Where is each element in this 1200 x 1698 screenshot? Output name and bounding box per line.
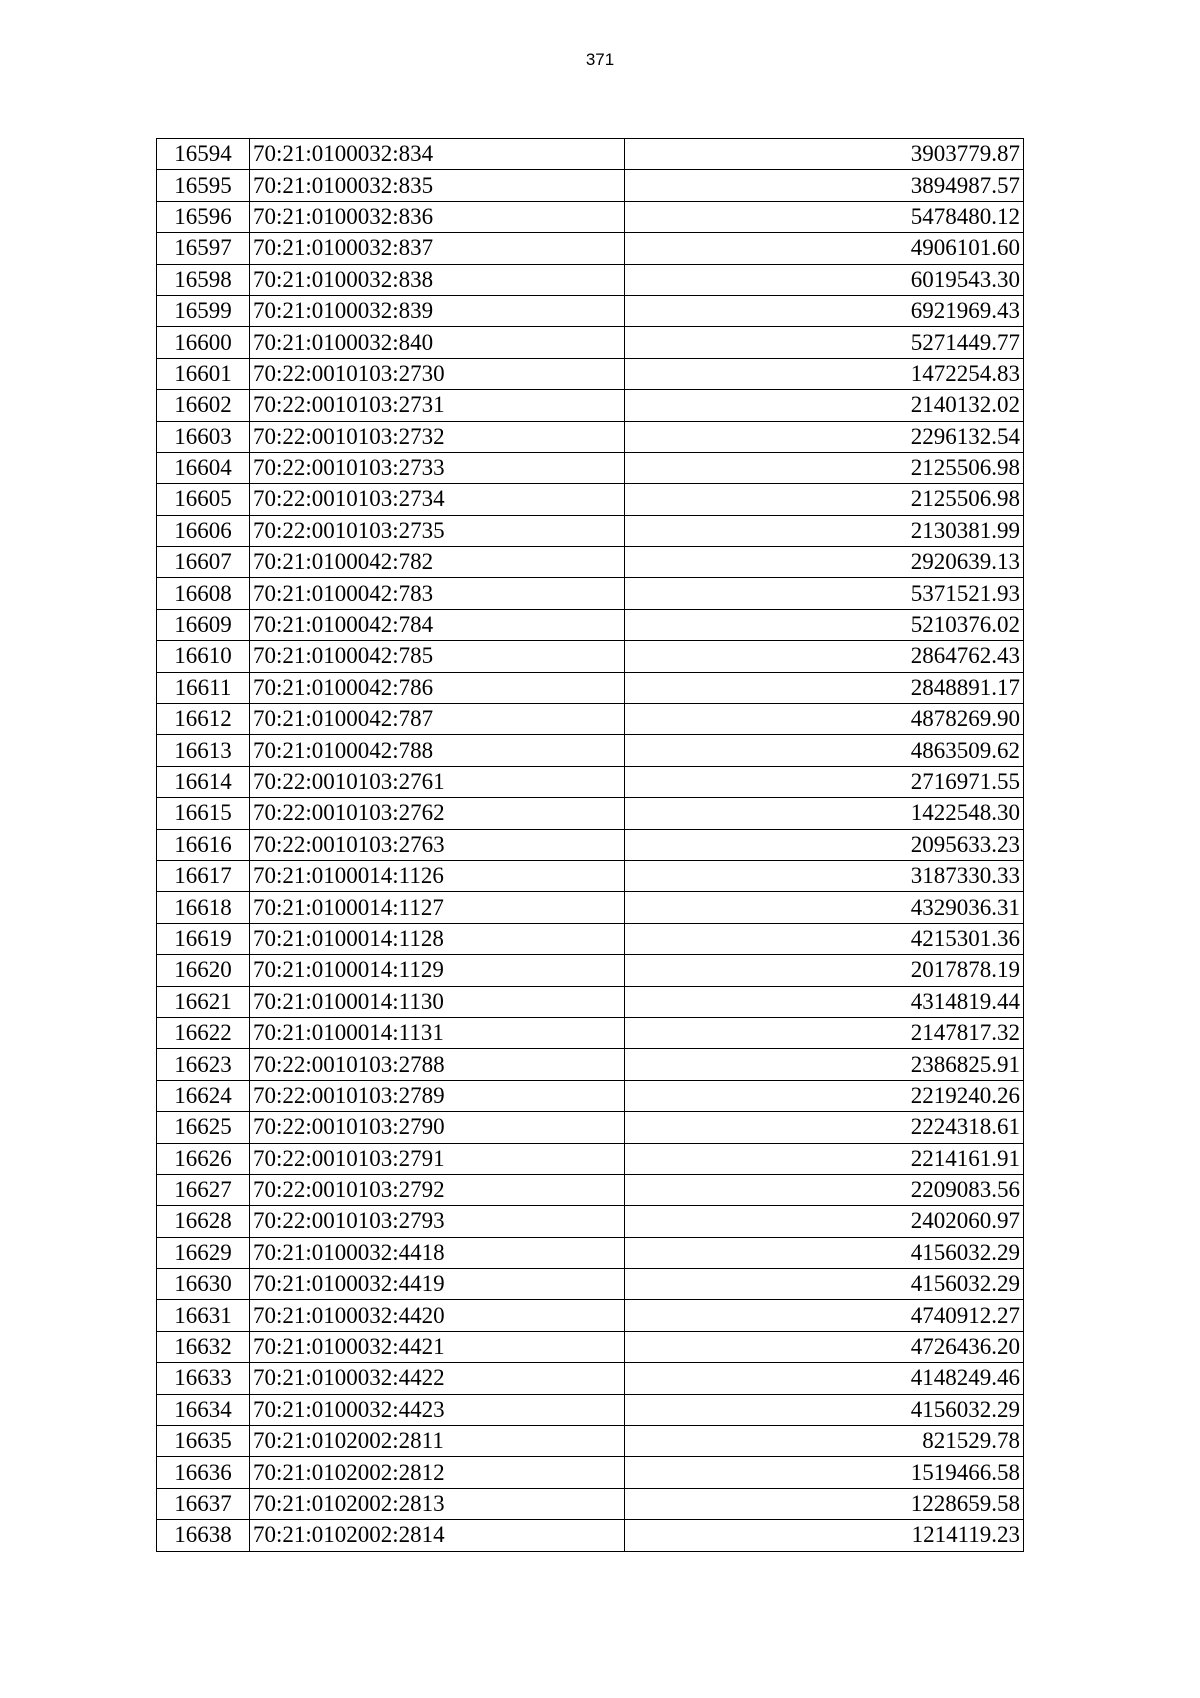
cadastral-number-cell: 70:21:0102002:2813 xyxy=(250,1488,625,1519)
cadastral-number-cell: 70:21:0100042:786 xyxy=(250,672,625,703)
cadastral-number-cell: 70:21:0100032:838 xyxy=(250,264,625,295)
cadastral-number-cell: 70:22:0010103:2730 xyxy=(250,358,625,389)
table-row xyxy=(157,452,1024,483)
cadastral-number-cell: 70:21:0100032:4420 xyxy=(250,1300,625,1331)
table-row xyxy=(157,327,1024,358)
value-cell: 5210376.02 xyxy=(625,609,1024,640)
row-number-cell: 16630 xyxy=(157,1269,250,1300)
value-cell: 2017878.19 xyxy=(625,955,1024,986)
table-row xyxy=(157,139,1024,170)
table-row xyxy=(157,1206,1024,1237)
table-row xyxy=(157,295,1024,326)
row-number-cell: 16636 xyxy=(157,1457,250,1488)
table-row xyxy=(157,1520,1024,1551)
row-number-cell: 16627 xyxy=(157,1174,250,1205)
row-number-cell: 16611 xyxy=(157,672,250,703)
row-number-cell: 16628 xyxy=(157,1206,250,1237)
registry-table-body xyxy=(157,139,1024,1552)
table-row xyxy=(157,766,1024,797)
value-cell: 3187330.33 xyxy=(625,860,1024,891)
cadastral-number-cell: 70:21:0102002:2811 xyxy=(250,1426,625,1457)
cadastral-number-cell: 70:22:0010103:2735 xyxy=(250,515,625,546)
value-cell: 5478480.12 xyxy=(625,201,1024,232)
table-row xyxy=(157,578,1024,609)
row-number-cell: 16614 xyxy=(157,766,250,797)
cadastral-number-cell: 70:21:0100042:782 xyxy=(250,547,625,578)
value-cell: 5371521.93 xyxy=(625,578,1024,609)
table-row xyxy=(157,1049,1024,1080)
value-cell: 4726436.20 xyxy=(625,1331,1024,1362)
cadastral-number-cell: 70:21:0102002:2812 xyxy=(250,1457,625,1488)
table-row xyxy=(157,170,1024,201)
table-row xyxy=(157,672,1024,703)
value-cell: 4906101.60 xyxy=(625,233,1024,264)
table-row xyxy=(157,264,1024,295)
value-cell: 4156032.29 xyxy=(625,1237,1024,1268)
cadastral-number-cell: 70:22:0010103:2791 xyxy=(250,1143,625,1174)
cadastral-number-cell: 70:21:0100032:836 xyxy=(250,201,625,232)
row-number-cell: 16623 xyxy=(157,1049,250,1080)
cadastral-number-cell: 70:21:0100042:788 xyxy=(250,735,625,766)
row-number-cell: 16633 xyxy=(157,1363,250,1394)
table-row xyxy=(157,829,1024,860)
value-cell: 6019543.30 xyxy=(625,264,1024,295)
cadastral-number-cell: 70:22:0010103:2788 xyxy=(250,1049,625,1080)
cadastral-number-cell: 70:21:0100042:785 xyxy=(250,641,625,672)
row-number-cell: 16621 xyxy=(157,986,250,1017)
row-number-cell: 16617 xyxy=(157,860,250,891)
value-cell: 3894987.57 xyxy=(625,170,1024,201)
cadastral-number-cell: 70:22:0010103:2734 xyxy=(250,484,625,515)
cadastral-number-cell: 70:21:0100042:787 xyxy=(250,704,625,735)
value-cell: 2296132.54 xyxy=(625,421,1024,452)
table-row xyxy=(157,1080,1024,1111)
cadastral-number-cell: 70:22:0010103:2789 xyxy=(250,1080,625,1111)
cadastral-number-cell: 70:21:0100032:839 xyxy=(250,295,625,326)
row-number-cell: 16616 xyxy=(157,829,250,860)
value-cell: 2125506.98 xyxy=(625,484,1024,515)
value-cell: 1519466.58 xyxy=(625,1457,1024,1488)
table-row xyxy=(157,1300,1024,1331)
value-cell: 3903779.87 xyxy=(625,139,1024,170)
row-number-cell: 16638 xyxy=(157,1520,250,1551)
cadastral-number-cell: 70:21:0100032:4418 xyxy=(250,1237,625,1268)
value-cell: 1472254.83 xyxy=(625,358,1024,389)
table-row xyxy=(157,484,1024,515)
table-row xyxy=(157,1237,1024,1268)
cadastral-number-cell: 70:22:0010103:2731 xyxy=(250,390,625,421)
row-number-cell: 16602 xyxy=(157,390,250,421)
cadastral-number-cell: 70:22:0010103:2792 xyxy=(250,1174,625,1205)
row-number-cell: 16608 xyxy=(157,578,250,609)
row-number-cell: 16622 xyxy=(157,1017,250,1048)
row-number-cell: 16604 xyxy=(157,452,250,483)
table-row xyxy=(157,1488,1024,1519)
cadastral-number-cell: 70:21:0100032:4423 xyxy=(250,1394,625,1425)
value-cell: 2147817.32 xyxy=(625,1017,1024,1048)
value-cell: 2402060.97 xyxy=(625,1206,1024,1237)
cadastral-number-cell: 70:22:0010103:2733 xyxy=(250,452,625,483)
value-cell: 2130381.99 xyxy=(625,515,1024,546)
value-cell: 2716971.55 xyxy=(625,766,1024,797)
table-row xyxy=(157,1457,1024,1488)
cadastral-number-cell: 70:21:0100032:4422 xyxy=(250,1363,625,1394)
table-row xyxy=(157,798,1024,829)
cadastral-number-cell: 70:21:0100014:1126 xyxy=(250,860,625,891)
cadastral-number-cell: 70:21:0100042:783 xyxy=(250,578,625,609)
value-cell: 4215301.36 xyxy=(625,923,1024,954)
row-number-cell: 16625 xyxy=(157,1112,250,1143)
table-row xyxy=(157,201,1024,232)
cadastral-number-cell: 70:21:0100042:784 xyxy=(250,609,625,640)
cadastral-number-cell: 70:22:0010103:2761 xyxy=(250,766,625,797)
row-number-cell: 16632 xyxy=(157,1331,250,1362)
value-cell: 5271449.77 xyxy=(625,327,1024,358)
table-row xyxy=(157,1174,1024,1205)
table-row xyxy=(157,1363,1024,1394)
value-cell: 2140132.02 xyxy=(625,390,1024,421)
value-cell: 2209083.56 xyxy=(625,1174,1024,1205)
cadastral-number-cell: 70:21:0100032:837 xyxy=(250,233,625,264)
row-number-cell: 16624 xyxy=(157,1080,250,1111)
table-row xyxy=(157,923,1024,954)
value-cell: 4863509.62 xyxy=(625,735,1024,766)
table-row xyxy=(157,421,1024,452)
value-cell: 4329036.31 xyxy=(625,892,1024,923)
table-row xyxy=(157,609,1024,640)
cadastral-number-cell: 70:21:0100032:4421 xyxy=(250,1331,625,1362)
table-row xyxy=(157,1331,1024,1362)
cadastral-number-cell: 70:21:0100014:1129 xyxy=(250,955,625,986)
row-number-cell: 16612 xyxy=(157,704,250,735)
row-number-cell: 16626 xyxy=(157,1143,250,1174)
value-cell: 6921969.43 xyxy=(625,295,1024,326)
table-row xyxy=(157,390,1024,421)
value-cell: 2224318.61 xyxy=(625,1112,1024,1143)
row-number-cell: 16600 xyxy=(157,327,250,358)
table-row xyxy=(157,233,1024,264)
table-row xyxy=(157,641,1024,672)
value-cell: 4156032.29 xyxy=(625,1269,1024,1300)
value-cell: 1228659.58 xyxy=(625,1488,1024,1519)
cadastral-number-cell: 70:21:0100014:1131 xyxy=(250,1017,625,1048)
table-row xyxy=(157,1426,1024,1457)
row-number-cell: 16596 xyxy=(157,201,250,232)
table-row xyxy=(157,515,1024,546)
row-number-cell: 16595 xyxy=(157,170,250,201)
value-cell: 4156032.29 xyxy=(625,1394,1024,1425)
row-number-cell: 16635 xyxy=(157,1426,250,1457)
cadastral-number-cell: 70:21:0100032:834 xyxy=(250,139,625,170)
value-cell: 2848891.17 xyxy=(625,672,1024,703)
row-number-cell: 16613 xyxy=(157,735,250,766)
cadastral-number-cell: 70:21:0100014:1127 xyxy=(250,892,625,923)
cadastral-number-cell: 70:22:0010103:2790 xyxy=(250,1112,625,1143)
row-number-cell: 16609 xyxy=(157,609,250,640)
cadastral-number-cell: 70:21:0100014:1128 xyxy=(250,923,625,954)
row-number-cell: 16619 xyxy=(157,923,250,954)
value-cell: 821529.78 xyxy=(625,1426,1024,1457)
table-row xyxy=(157,955,1024,986)
cadastral-number-cell: 70:22:0010103:2732 xyxy=(250,421,625,452)
cadastral-number-cell: 70:22:0010103:2763 xyxy=(250,829,625,860)
value-cell: 2219240.26 xyxy=(625,1080,1024,1111)
row-number-cell: 16594 xyxy=(157,139,250,170)
row-number-cell: 16615 xyxy=(157,798,250,829)
value-cell: 1422548.30 xyxy=(625,798,1024,829)
table-row xyxy=(157,1394,1024,1425)
row-number-cell: 16598 xyxy=(157,264,250,295)
value-cell: 2214161.91 xyxy=(625,1143,1024,1174)
row-number-cell: 16606 xyxy=(157,515,250,546)
table-row xyxy=(157,358,1024,389)
value-cell: 4148249.46 xyxy=(625,1363,1024,1394)
value-cell: 2095633.23 xyxy=(625,829,1024,860)
row-number-cell: 16607 xyxy=(157,547,250,578)
page-number: 371 xyxy=(585,50,615,69)
cadastral-number-cell: 70:22:0010103:2762 xyxy=(250,798,625,829)
table-row xyxy=(157,547,1024,578)
value-cell: 4878269.90 xyxy=(625,704,1024,735)
cadastral-number-cell: 70:21:0102002:2814 xyxy=(250,1520,625,1551)
table-row xyxy=(157,735,1024,766)
table-row xyxy=(157,704,1024,735)
row-number-cell: 16601 xyxy=(157,358,250,389)
value-cell: 2386825.91 xyxy=(625,1049,1024,1080)
value-cell: 2125506.98 xyxy=(625,452,1024,483)
value-cell: 2864762.43 xyxy=(625,641,1024,672)
table-row xyxy=(157,892,1024,923)
value-cell: 1214119.23 xyxy=(625,1520,1024,1551)
row-number-cell: 16629 xyxy=(157,1237,250,1268)
table-row xyxy=(157,1143,1024,1174)
value-cell: 4740912.27 xyxy=(625,1300,1024,1331)
row-number-cell: 16631 xyxy=(157,1300,250,1331)
value-cell: 4314819.44 xyxy=(625,986,1024,1017)
value-cell: 2920639.13 xyxy=(625,547,1024,578)
row-number-cell: 16610 xyxy=(157,641,250,672)
row-number-cell: 16597 xyxy=(157,233,250,264)
table-row xyxy=(157,860,1024,891)
cadastral-number-cell: 70:21:0100032:4419 xyxy=(250,1269,625,1300)
table-row xyxy=(157,1017,1024,1048)
cadastral-number-cell: 70:21:0100014:1130 xyxy=(250,986,625,1017)
table-row xyxy=(157,1269,1024,1300)
table-row xyxy=(157,986,1024,1017)
cadastral-number-cell: 70:21:0100032:840 xyxy=(250,327,625,358)
row-number-cell: 16620 xyxy=(157,955,250,986)
row-number-cell: 16603 xyxy=(157,421,250,452)
table-row xyxy=(157,1112,1024,1143)
row-number-cell: 16599 xyxy=(157,295,250,326)
cadastral-number-cell: 70:22:0010103:2793 xyxy=(250,1206,625,1237)
row-number-cell: 16618 xyxy=(157,892,250,923)
registry-table xyxy=(156,138,1024,1552)
row-number-cell: 16637 xyxy=(157,1488,250,1519)
row-number-cell: 16605 xyxy=(157,484,250,515)
cadastral-number-cell: 70:21:0100032:835 xyxy=(250,170,625,201)
row-number-cell: 16634 xyxy=(157,1394,250,1425)
